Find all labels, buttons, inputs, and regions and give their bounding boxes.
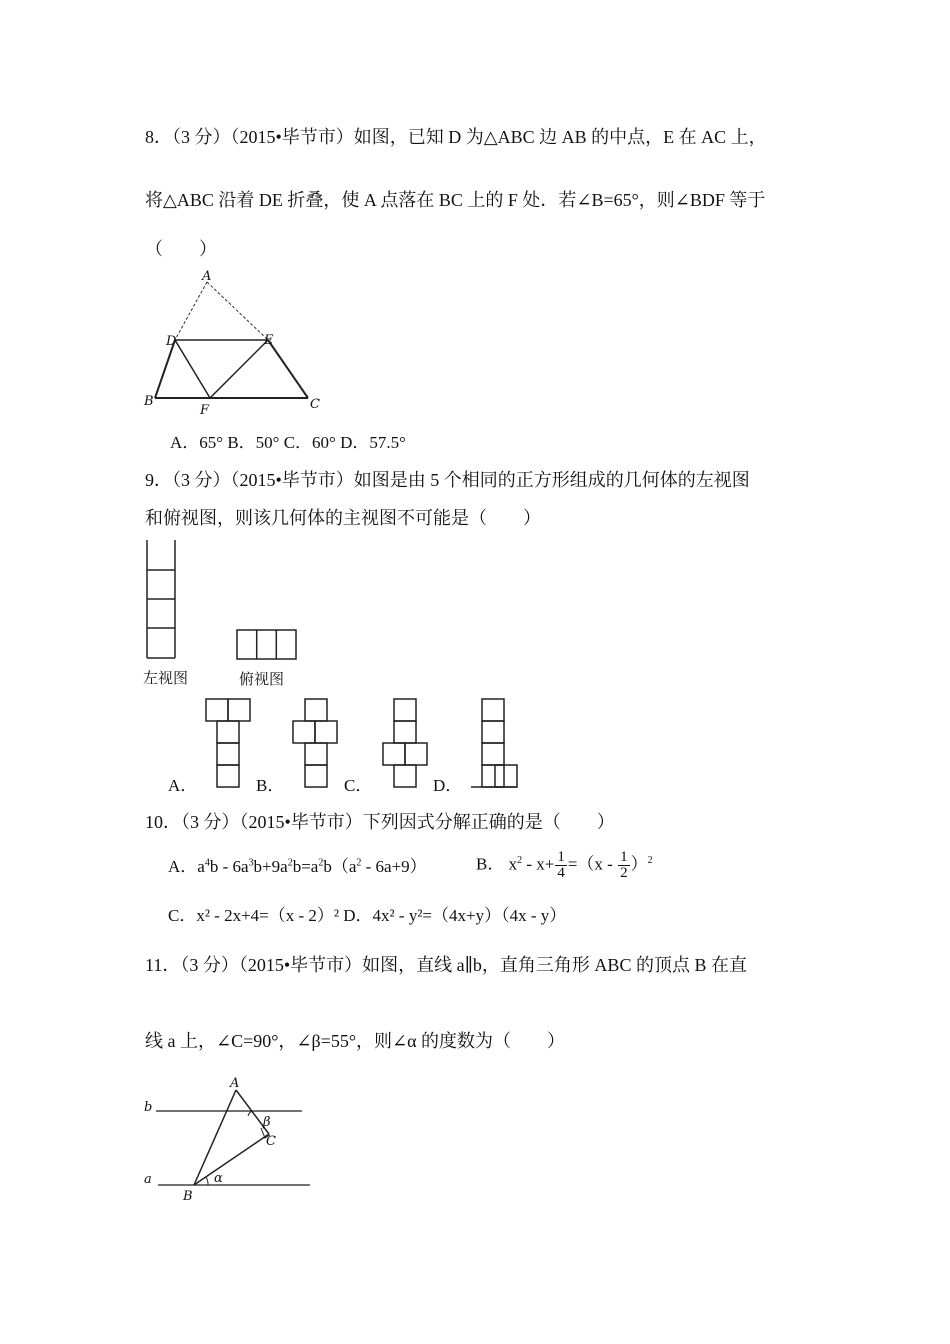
q10-option-a-label: A．: [168, 857, 198, 876]
segment-df: [175, 340, 210, 398]
q11-stem-line1: 11．（3 分）（2015•毕节市）如图，直线 a∥b，直角三角形 ABC 的顶点 B 在直: [145, 955, 747, 975]
label-e: E: [264, 333, 274, 348]
q10-option-b-label: B．: [476, 854, 505, 874]
q9-stem-line1: 9．（3 分）（2015•毕节市）如图是由 5 个相同的正方形组成的几何体的左视图: [145, 470, 750, 490]
q11-stem-line2: 线 a 上，∠C=90°，∠β=55°，则∠α 的度数为（ ）: [145, 1031, 566, 1051]
q10-option-b: B． $x^2 - x+$ $\frac{1}{4}$ =（x - $\frac{1}{2}$ ）$^2$: [476, 849, 653, 881]
q10-stem: 10．（3 分）（2015•毕节市）下列因式分解正确的是（ ）: [145, 812, 615, 832]
segment-ef: [210, 340, 268, 398]
fraction-one-half: $\frac{1}{2}$: [620, 849, 628, 881]
q8-stem-line3: （ ）: [145, 239, 217, 259]
q9-option-d-figure: [470, 698, 520, 793]
q8-stem-line2: 将△ABC 沿着 DE 折叠，使 A 点落在 BC 上的 F 处．若∠B=65°，则∠BDF 等于: [145, 190, 766, 210]
fraction-one-quarter: $\frac{1}{4}$: [557, 849, 565, 881]
angle-alpha-arc: [206, 1177, 208, 1185]
q8-triangle-figure: [140, 268, 340, 418]
segment-ec: [268, 340, 308, 398]
q10-option-a-expr: $a^4b - 6a^3b+9a^2b=a^2b(a^2 - 6a+9)$: [197, 857, 427, 876]
top-view-label: 俯视图: [239, 670, 285, 688]
q9-top-view: [236, 629, 298, 661]
q9-option-b-label: B．: [256, 776, 285, 795]
q9-left-view: [146, 540, 176, 660]
segment-ae: [207, 282, 268, 340]
q10-option-a: [168, 856, 427, 878]
label-line-a: a: [144, 1172, 152, 1187]
label-a-vertex: A: [230, 1076, 240, 1091]
q9-option-c-label: C．: [344, 776, 373, 795]
q9-option-b-figure: [292, 698, 340, 793]
q8-stem-line1: 8．（3 分）（2015•毕节市）如图，已知 D 为△ABC 边 AB 的中点，E 在 AC 上，: [145, 127, 767, 147]
label-alpha: α: [214, 1171, 223, 1186]
label-beta: β: [263, 1115, 271, 1130]
label-b-vertex: B: [183, 1189, 193, 1204]
label-c-vertex: C: [266, 1134, 276, 1149]
label-b: B: [144, 394, 154, 409]
q8-options: A．65° B．50° C．60° D．57.5°: [170, 433, 406, 452]
label-c: C: [310, 397, 320, 412]
label-a: A: [202, 269, 212, 284]
q9-stem-line2: 和俯视图，则该几何体的主视图不可能是（ ）: [145, 508, 541, 528]
q9-option-a-figure: [205, 698, 253, 793]
q9-option-a-label: A．: [168, 776, 198, 795]
q11-parallel-lines-figure: [140, 1072, 320, 1207]
q10-options-c-d: C．x² - 2x+4=（x - 2）² D．4x² - y²=（4x+y）（4x - y）: [168, 906, 567, 925]
label-line-b: b: [144, 1100, 153, 1115]
left-view-label: 左视图: [143, 669, 189, 687]
q9-option-c-figure: [381, 698, 431, 793]
label-d: D: [166, 334, 177, 349]
label-f: F: [200, 403, 210, 418]
q9-option-d-label: D．: [433, 776, 463, 795]
segment-ad: [175, 282, 207, 340]
